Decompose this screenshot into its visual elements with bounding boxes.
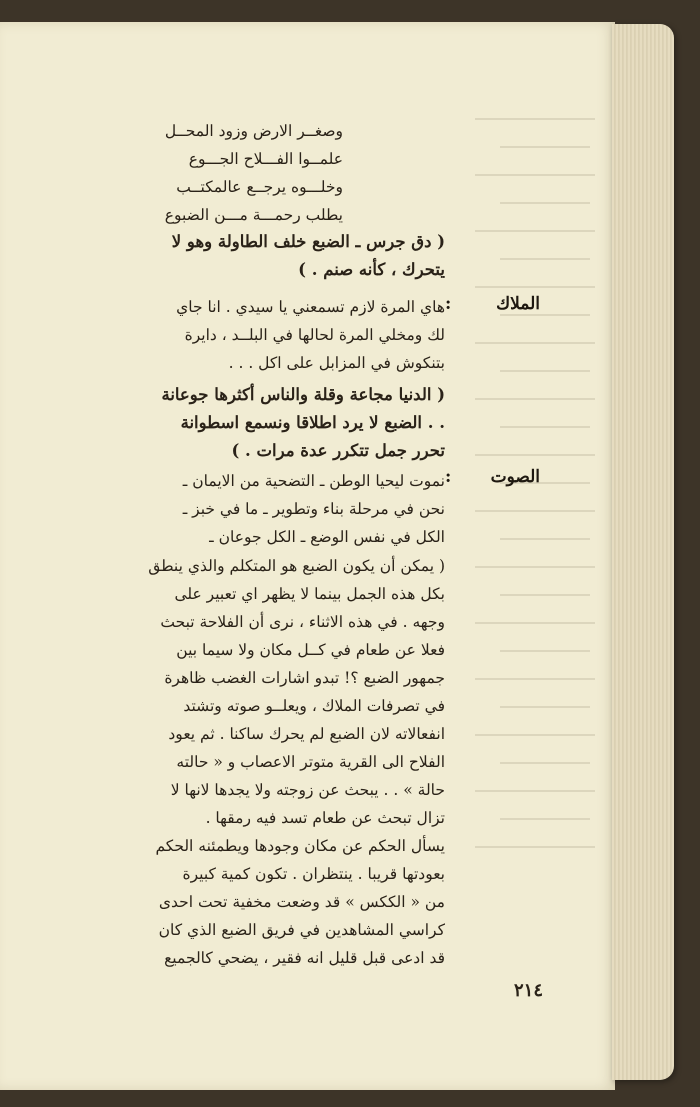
stage-direction-line: يتحرك ، كأنه صنم . ) bbox=[298, 260, 445, 279]
dialogue-line: نموت ليحيا الوطن ـ التضحية من الايمان ـ bbox=[182, 472, 445, 490]
dialogue-line: لك ومخلي المرة لحالها في البلــد ، دايرة bbox=[184, 326, 445, 344]
bleed-through-text bbox=[465, 118, 605, 878]
speaker-colon: : bbox=[445, 294, 452, 314]
description-line: فعلا عن طعام في كــل مكان ولا سيما بين bbox=[176, 641, 445, 659]
verse-line: يطلب رحمـــة مـــن الضبوع bbox=[164, 206, 343, 224]
dialogue-line: هاي المرة لازم تسمعني يا سيدي . انا جاي bbox=[176, 298, 445, 316]
stage-direction-line: ( دق جرس ـ الضبع خلف الطاولة وهو لا bbox=[171, 232, 445, 251]
speaker-name: الصوت bbox=[490, 467, 540, 487]
description-line: وجهه . في هذه الاثناء ، نرى أن الفلاحة تبحث bbox=[160, 613, 445, 631]
description-line: انفعالاته لان الضبع لم يحرك ساكنا . ثم يعود bbox=[168, 725, 445, 743]
description-line: قد ادعى قبل قليل انه فقير ، يضحي كالجميع bbox=[164, 949, 445, 967]
page-number: ٢١٤ bbox=[514, 980, 544, 1001]
dialogue-line: نحن في مرحلة بناء وتطوير ـ ما في خبز ـ bbox=[182, 500, 445, 518]
stage-direction-line: ( الدنيا مجاعة وقلة والناس أكثرها جوعانة bbox=[161, 385, 445, 404]
verse-line: علمــوا الفـــلاح الجـــوع bbox=[188, 150, 343, 168]
stage-direction-line: تحرر جمل تتكرر عدة مرات . ) bbox=[231, 441, 445, 460]
verse-line: وصغــر الارض وزود المحــل bbox=[164, 122, 343, 140]
description-line: بكل هذه الجمل بينما لا يظهر اي تعبير على bbox=[174, 585, 445, 603]
description-line: الفلاح الى القرية متوتر الاعصاب و « حالته bbox=[176, 753, 445, 771]
description-line: تزال تبحث عن طعام تسد فيه رمقها . bbox=[205, 809, 445, 827]
stage-direction-line: . . الضبع لا يرد اطلاقا ونسمع اسطوانة bbox=[180, 413, 445, 432]
speaker-name: الملاك bbox=[496, 294, 540, 314]
description-line: يسأل الحكم عن مكان وجودها ويطمئنه الحكم bbox=[155, 837, 445, 855]
description-line: من « الككس » قد وضعت مخفية تحت احدى bbox=[158, 893, 445, 911]
description-line: كراسي المشاهدين في فريق الضبع الذي كان bbox=[158, 921, 445, 939]
description-line: في تصرفات الملاك ، ويعلــو صوته وتشتد bbox=[183, 697, 445, 715]
description-line: بعودتها قريبا . ينتظران . تكون كمية كبيرة bbox=[182, 865, 445, 883]
page-edges bbox=[612, 24, 674, 1080]
dialogue-line: الكل في نفس الوضع ـ الكل جوعان ـ bbox=[209, 528, 445, 546]
verse-line: وخلـــوه يرجــع عالمكتــب bbox=[176, 178, 343, 196]
speaker-colon: : bbox=[445, 467, 452, 487]
description-line: جمهور الضبع ؟! تبدو اشارات الغضب ظاهرة bbox=[164, 669, 445, 687]
dialogue-line: بتنكوش في المزابل على اكل . . . bbox=[228, 354, 445, 372]
description-line: حالة » . . يبحث عن زوجته ولا يجدها لانها لا bbox=[170, 781, 445, 799]
description-line: ( يمكن أن يكون الضبع هو المتكلم والذي ينطق bbox=[148, 557, 445, 575]
